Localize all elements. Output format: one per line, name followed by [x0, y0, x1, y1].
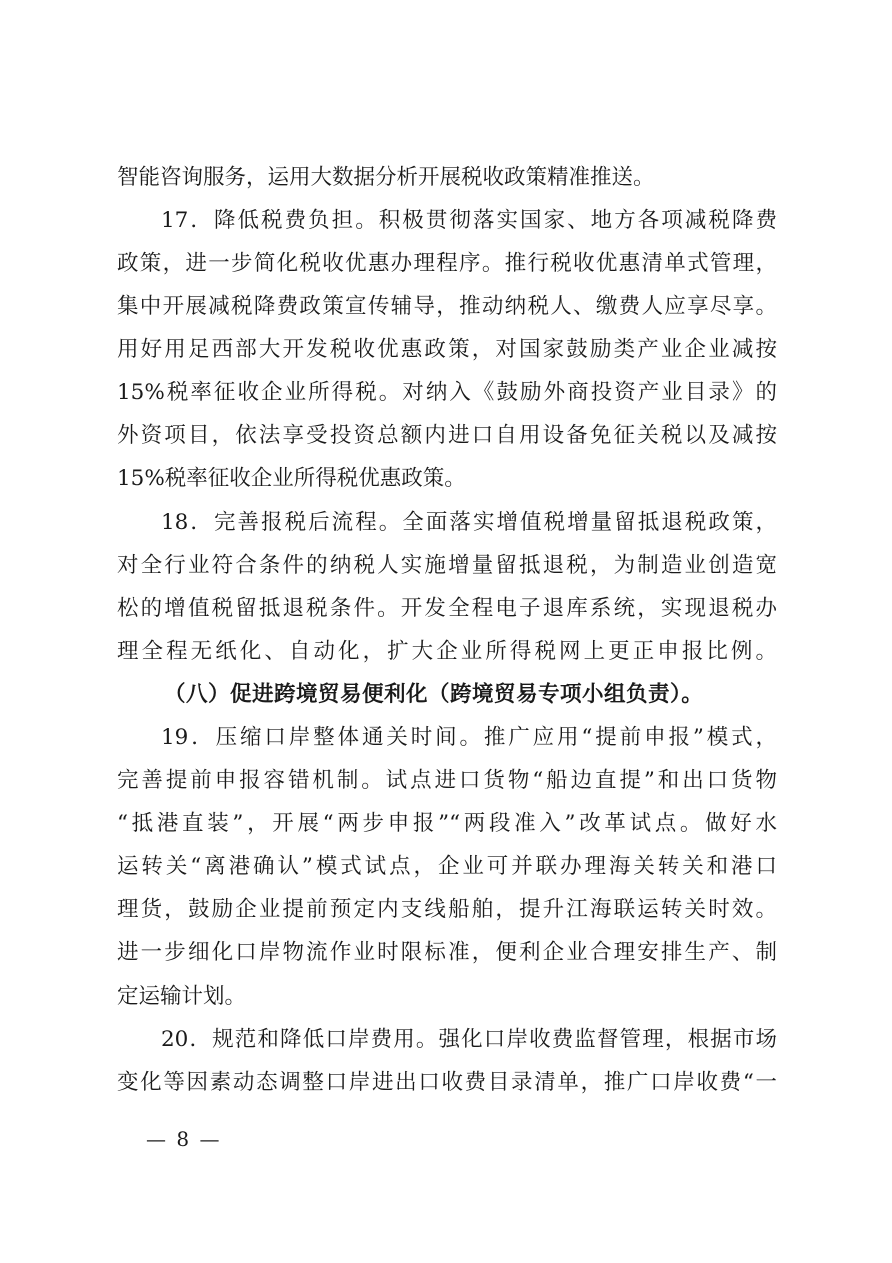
text-line: 集中开展减税降费政策宣传辅导，推动纳税人、缴费人应享尽享。 [117, 294, 777, 319]
text-line: 用好用足西部大开发税收优惠政策，对国家鼓励类产业企业减按 [117, 337, 777, 362]
text-line: 理全程无纸化、自动化，扩大企业所得税网上更正申报比例。 [117, 639, 777, 664]
section-heading: （八）促进跨境贸易便利化（跨境贸易专项小组负责）。 [164, 682, 704, 707]
text-line: 松的增值税留抵退税条件。开发全程电子退库系统，实现退税办 [117, 596, 777, 621]
text-line: 完善提前申报容错机制。试点进口货物“船边直提”和出口货物 [117, 768, 777, 793]
text-line: 17．降低税费负担。积极贯彻落实国家、地方各项减税降费 [161, 208, 777, 233]
page-number: — 8 — [146, 1127, 220, 1151]
text-line: 18．完善报税后流程。全面落实增值税增量留抵退税政策， [161, 510, 777, 535]
text-line: 外资项目，依法享受投资总额内进口自用设备免征关税以及减按 [117, 423, 777, 448]
text-line: 对全行业符合条件的纳税人实施增量留抵退税，为制造业创造宽 [117, 553, 777, 578]
text-line: 定运输计划。 [117, 984, 247, 1009]
text-line: 15%税率征收企业所得税。对纳入《鼓励外商投资产业目录》的 [117, 380, 777, 405]
text-line: 智能咨询服务，运用大数据分析开展税收政策精准推送。 [117, 165, 655, 190]
text-line: 运转关“离港确认”模式试点，企业可并联办理海关转关和港口 [117, 854, 777, 879]
text-line: 20．规范和降低口岸费用。强化口岸收费监督管理，根据市场 [161, 1027, 777, 1052]
text-line: 理货，鼓励企业提前预定内支线船舶，提升江海联运转关时效。 [117, 897, 777, 922]
text-line: 政策，进一步简化税收优惠办理程序。推行税收优惠清单式管理， [117, 251, 777, 276]
text-line: 15%税率征收企业所得税优惠政策。 [117, 466, 466, 491]
text-line: 进一步细化口岸物流作业时限标准，便利企业合理安排生产、制 [117, 940, 777, 965]
text-line: 变化等因素动态调整口岸进出口收费目录清单，推广口岸收费“一 [117, 1070, 777, 1095]
text-line: 19．压缩口岸整体通关时间。推广应用“提前申报”模式， [161, 725, 777, 750]
text-line: “抵港直装”，开展“两步申报”“两段准入”改革试点。做好水 [117, 811, 777, 836]
